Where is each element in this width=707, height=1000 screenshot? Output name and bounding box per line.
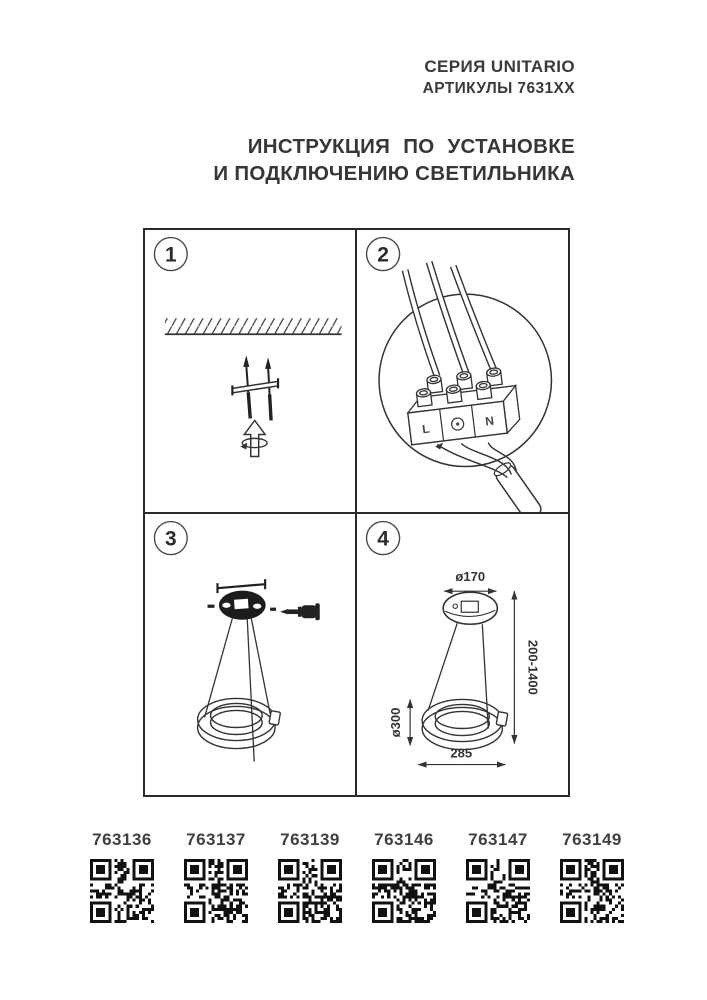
article-code: 763136 (92, 830, 152, 849)
step-4-number: 4 (376, 527, 389, 551)
step-1-number: 1 (165, 243, 177, 267)
step-panel-2 (357, 230, 569, 514)
terminal-label-neutral: N (483, 413, 495, 429)
article-item (365, 830, 443, 928)
step-3-drawing (145, 514, 355, 796)
dimension-overall-width (418, 745, 505, 764)
qr-code (372, 859, 436, 923)
doc-header (423, 56, 575, 99)
dim-overall-width-label: 285 (449, 745, 472, 761)
qr-code (184, 859, 248, 923)
canopy (443, 592, 497, 624)
article-item (271, 830, 349, 928)
step-panel-4 (357, 514, 569, 796)
mounting-plate (232, 378, 278, 395)
article-item (553, 830, 631, 928)
title-line-1: ИНСТРУКЦИЯ ПО УСТАНОВКЕ (247, 135, 575, 158)
ceiling-hatch (165, 318, 342, 334)
article-item (459, 830, 537, 928)
article-code: 763137 (186, 830, 246, 849)
step-number-badge (366, 238, 399, 271)
qr-code (560, 859, 624, 923)
terminal-label-live: L (420, 421, 430, 437)
articles-range-label: АРТИКУЛЫ 7631XX (422, 80, 575, 97)
article-code: 763139 (280, 830, 340, 849)
dimension-canopy-diameter (444, 569, 496, 591)
screw-in-rotate-arrow-icon (240, 420, 267, 456)
step-2-drawing (357, 230, 569, 512)
step-2-number: 2 (376, 243, 389, 267)
screwdriver-icon (280, 603, 320, 620)
step-number-badge (154, 521, 187, 554)
article-codes-row (83, 830, 631, 928)
qr-code (278, 859, 342, 923)
title-line-2: И ПОДКЛЮЧЕНИЮ СВЕТИЛЬНИКА (213, 162, 575, 185)
qr-code (466, 859, 530, 923)
dimension-ring-diameter (388, 699, 410, 745)
article-code: 763147 (468, 830, 528, 849)
step-panel-3 (145, 514, 357, 796)
dimension-suspension-height (514, 591, 540, 743)
article-code: 763149 (562, 830, 622, 849)
dim-suspension-height-label: 200-1400 (524, 639, 540, 695)
instruction-steps-grid (143, 228, 570, 797)
dim-canopy-diameter-label: ø170 (454, 568, 485, 584)
step-1-drawing (145, 230, 355, 512)
ring-lamp (422, 699, 508, 749)
step-panel-1 (145, 230, 357, 514)
article-code: 763146 (374, 830, 434, 849)
step-3-number: 3 (165, 527, 177, 551)
qr-code (90, 859, 154, 923)
page-title (213, 133, 575, 187)
canopy (219, 590, 266, 619)
series-label: СЕРИЯ UNITARIO (424, 57, 575, 76)
step-number-badge (366, 521, 399, 554)
step-number-badge (154, 238, 187, 271)
step-4-drawing (357, 514, 569, 796)
article-item (177, 830, 255, 928)
dim-ring-diameter-label: ø300 (387, 707, 403, 737)
article-item (83, 830, 161, 928)
